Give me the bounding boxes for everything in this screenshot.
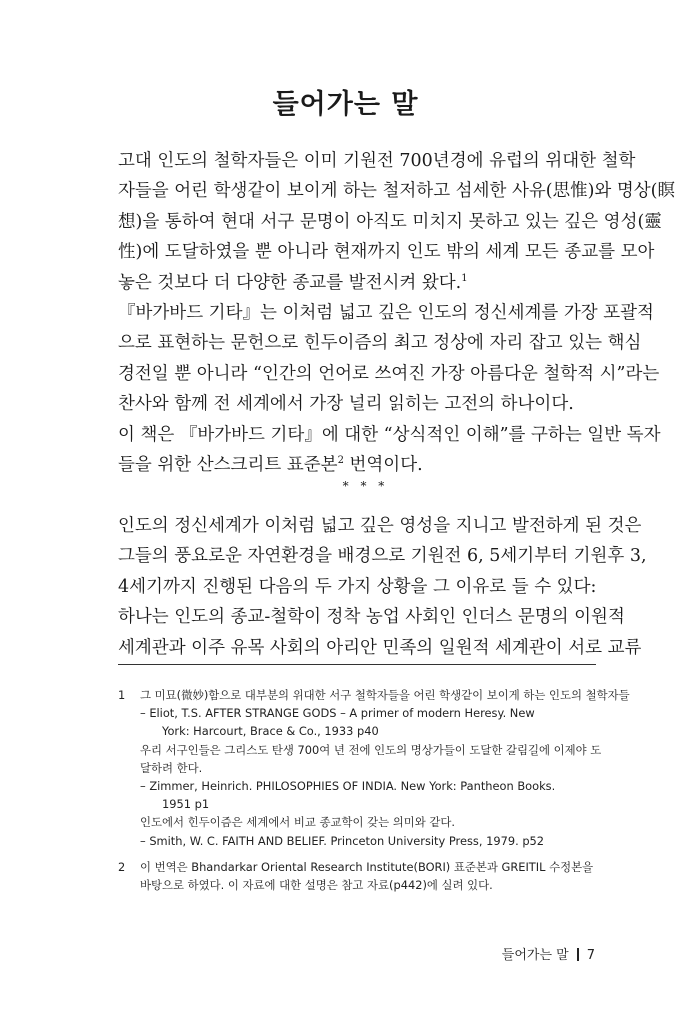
citation-line: – Smith, W. C. FAITH AND BELIEF. Princeton University Press, 1979. p52 — [140, 833, 545, 848]
footnote-text: 그 미묘(微妙)함으로 대부분의 위대한 서구 철학자들을 어린 학생같이 보이게 하는 인도의 철학자들 — [140, 688, 630, 702]
page-title: 들어가는 말 — [272, 89, 419, 120]
footnote-text: 이 번역은 Bhandarkar Oriental Research Institute(BORI) 표준본과 GREITIL 수정본을 — [140, 859, 594, 874]
footnote-ref-1: 1 — [461, 272, 468, 284]
footnote-1-line — [118, 686, 630, 704]
paragraph-3 — [118, 420, 661, 481]
text-line: 고대 인도의 철학자들은 이미 기원전 700년경에 유럽의 위대한 철학 — [118, 151, 636, 171]
citation-line: York: Harcourt, Brace & Co., 1933 p40 — [162, 724, 379, 739]
citation-line: – Eliot, T.S. AFTER STRANGE GODS – A primer of modern Heresy. New — [140, 706, 535, 721]
footnote-text: 바탕으로 하였다. 이 자료에 대한 설명은 참고 자료(p442)에 실려 있다. — [140, 877, 493, 892]
text-line: 자들을 어린 학생같이 보이게 하는 철저하고 섬세한 사유(思惟)와 명상(瞑 — [118, 181, 676, 202]
text-line: 『바가바드 기타』는 이처럼 넓고 깊은 인도의 정신세계를 가장 포괄적 — [118, 303, 654, 323]
footnote-2-line — [118, 858, 598, 876]
page-footer — [502, 944, 595, 963]
citation-line: – Zimmer, Heinrich. PHILOSOPHIES OF INDIA. New York: Pantheon Books. — [140, 778, 556, 793]
text-line: 그들의 풍요로운 자연환경을 배경으로 기원전 6, 5세기부터 기원후 3, — [118, 546, 647, 567]
quote-line: 인도에서 힌두이즘은 세계에서 비교 종교학이 갖는 의미와 같다. — [140, 815, 456, 830]
text-line: 경전일 뿐 아니라 “인간의 언어로 쓰여진 가장 아름다운 철학적 시”라는 — [118, 363, 660, 384]
footnote-ref-2: 2 — [337, 455, 344, 467]
citation-line: 1951 p1 — [162, 797, 210, 812]
section-separator: * * * — [342, 479, 389, 493]
text-line: 性)에 도달하였을 뿐 아니라 현재까지 인도 밖의 세계 모든 종교를 모아 — [118, 242, 655, 263]
paragraph-4 — [118, 511, 647, 663]
text-line: 찬사와 함께 전 세계에서 가장 널리 읽히는 고전의 하나이다. — [118, 394, 574, 415]
text-line: 하나는 인도의 종교-철학이 정착 농업 사회인 인더스 문명의 이원적 — [118, 607, 625, 628]
text-fragment: 놓은 것보다 더 다양한 종교를 발전시켜 왔다. — [118, 272, 462, 293]
footnote-number: 1 — [118, 688, 126, 702]
text-fragment: 들을 위한 산스크리트 표준본 — [118, 455, 338, 476]
text-line: 세계관과 이주 유목 사회의 아리안 민족의 일원적 세계관이 서로 교류 — [118, 637, 642, 658]
quote-line: 우리 서구인들은 그리스도 탄생 700여 년 전에 인도의 명상가들이 도달한 갈림길에 이제야 도 — [140, 742, 602, 757]
text-fragment: 번역이다. — [343, 455, 423, 476]
text-line: 4세기까지 진행된 다음의 두 가지 상황을 그 이유로 들 수 있다: — [118, 576, 597, 597]
page-number: 7 — [586, 948, 595, 963]
footer-divider — [577, 948, 579, 961]
text-line: 인도의 정신세계가 이처럼 넓고 깊은 영성을 지니고 발전하게 된 것은 — [118, 516, 642, 536]
text-line: 想)을 통하여 현대 서구 문명이 아직도 미치지 못하고 있는 깊은 영성(靈 — [118, 211, 662, 232]
running-header: 들어가는 말 — [501, 948, 569, 963]
footnote-divider — [118, 664, 596, 665]
paragraph-1 — [118, 146, 676, 298]
text-line: 으로 표현하는 문헌으로 힌두이즘의 최고 정상에 자리 잡고 있는 핵심 — [118, 333, 642, 354]
text-line — [118, 268, 596, 298]
footnote-number: 2 — [118, 859, 126, 874]
text-line: 이 책은 『바가바드 기타』에 대한 “상식적인 이해”를 구하는 일반 독자 — [118, 425, 661, 445]
quote-line: 달하려 한다. — [140, 760, 203, 775]
paragraph-2 — [118, 298, 660, 420]
text-line — [118, 450, 596, 480]
footnotes — [118, 686, 630, 894]
